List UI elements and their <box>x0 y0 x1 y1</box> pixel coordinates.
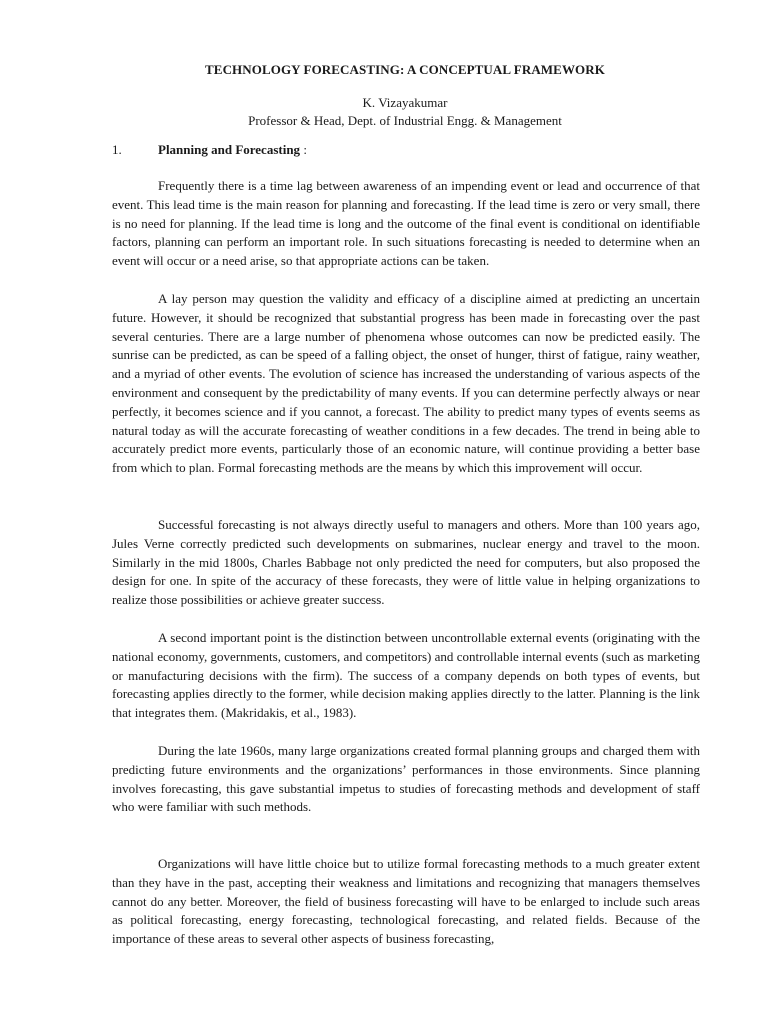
author-affiliation: Professor & Head, Dept. of Industrial Engg. & Management <box>248 113 562 128</box>
section-number: 1. <box>112 142 122 157</box>
document-title: TECHNOLOGY FORECASTING: A CONCEPTUAL FRAMEWORK <box>205 62 605 77</box>
section-title-wrap <box>158 142 307 158</box>
body-paragraph: Frequently there is a time lag between awareness of an impending event or lead and occurrence of that event. This lead time is the main reason for planning and forecasting. If the lead time is zero or very small, there is no need for planning. If the lead time is long and the outcome of the final event is conditional on identifiable factors, planning can perform an important role. In such situations forecasting is needed to determine when an event will occur or a need arise, so that appropriate actions can be taken. <box>112 178 700 269</box>
body-paragraph: Successful forecasting is not always directly useful to managers and others. More than 100 years ago, Jules Verne correctly predicted such developments on submarines, nuclear energy and travel to the moon. Similarly in the mid 1800s, Charles Babbage not only predicted the need for computers, but also proposed the design for one. In spite of the accuracy of these forecasts, they were of little value in helping organizations to realize those possibilities or achieve greater success. <box>112 517 700 608</box>
author-block <box>0 94 768 130</box>
body-paragraph: Organizations will have little choice but to utilize formal forecasting methods to a much greater extent than they have in the past, accepting their weakness and limitations and recognizing that managers themselves cannot do any better. Moreover, the field of business forecasting will have to be enlarged to include such areas as political forecasting, energy forecasting, technological forecasting, and related fields. Because of the importance of these areas to several other aspects of business forecasting, <box>112 856 700 947</box>
body-paragraph: During the late 1960s, many large organizations created formal planning groups and charged them with predicting future environments and the organizations’ performances in those environments. Since planning involves forecasting, this gave substantial impetus to studies of forecasting methods and development of staff who were familiar with such methods. <box>112 743 700 815</box>
body-paragraph: A second important point is the distinction between uncontrollable external events (originating with the national economy, governments, customers, and competitors) and controllable internal events (such as marketing or manufacturing decisions with the firm). The success of a company depends on both types of events, but forecasting applies directly to the former, while decision making applies directly to the latter. Planning is the link that integrates them. (Makridakis, et al., 1983). <box>112 630 700 721</box>
body-paragraph: A lay person may question the validity and efficacy of a discipline aimed at predicting an uncertain future. However, it should be recognized that substantial progress has been made in forecasting over the past several centuries. There are a large number of phenomena whose outcomes can now be predicted easily. The sunrise can be predicted, as can be speed of a falling object, the onset of hunger, thirst of fatigue, rainy weather, and a myriad of other events. The evolution of science has increased the understanding of various aspects of the environment and consequent by the predictability of many events. If you can determine perfectly always or near perfectly, it becomes science and if you cannot, a forecast. The ability to predict many types of events seems as natural today as will the accurate forecasting of weather conditions in a few decades. The trend in being able to accurately predict more events, particularly those of an economic nature, will continue providing a better base from which to plan. Formal forecasting methods are the means by which this improvement will occur. <box>112 291 700 476</box>
section-title-suffix: : <box>300 142 307 157</box>
author-name: K. Vizayakumar <box>362 95 448 110</box>
section-title: Planning and Forecasting <box>158 142 301 157</box>
